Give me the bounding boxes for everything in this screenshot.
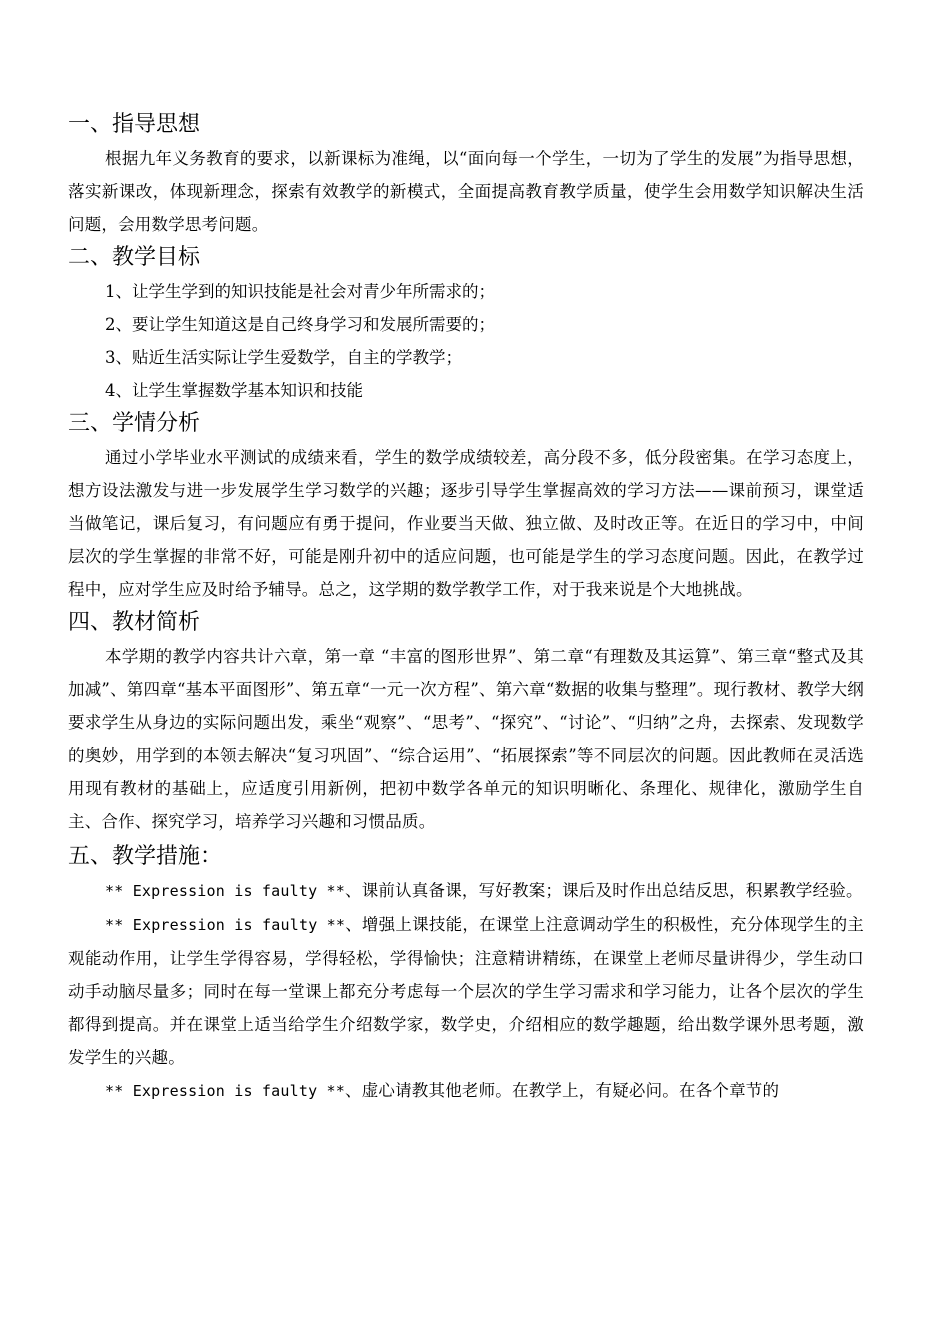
- list-item: 2、要让学生知道这是自己终身学习和发展所需要的；: [105, 315, 495, 334]
- section-heading-teaching-goals: 二、教学目标: [68, 245, 201, 270]
- measure-text: 、虚心请教其他老师。在教学上，有疑必问。在各个章节的: [345, 1081, 780, 1100]
- list-item: 3、贴近生活实际让学生爱数学，自主的学教学；: [105, 348, 462, 367]
- section-heading-guiding-ideology: 一、指导思想: [68, 112, 201, 137]
- paragraph-student-analysis: 通过小学毕业水平测试的成绩来看，学生的数学成绩较差，高分段不多，低分段密集。在学习态度上，想方设法激发与进一步发展学生学习数学的兴趣；逐步引导学生掌握高效的学习方法——课前预习，课堂适当做笔记，课后复习，有问题应有勇于提问，作业要当天做、独立做、及时改正等。在近日的学习中，中间层次的学生掌握的非常不好，可能是刚升初中的适应问题，也可能是学生的学习态度问题。因此，在教学过程中，应对学生应及时给予辅导。总之，这学期的数学教学工作，对于我来说是个大地挑战。: [68, 448, 864, 599]
- measure-paragraph: [68, 874, 864, 908]
- teaching-goals-list: [68, 275, 864, 407]
- paragraph-textbook-analysis: 本学期的教学内容共计六章，第一章 “丰富的图形世界”、第二章“有理数及其运算”、第三章“整式及其加减”、第四章“基本平面图形”、第五章“一元一次方程”、第六章“数据的收集与整理”。现行教材、教学大纲要求学生从身边的实际问题出发，乘坐“观察”、“思考”、“探究”、“讨论”、“归纳”之舟，去探索、发现数学的奥妙，用学到的本领去解决“复习巩固”、“综合运用”、“拓展探索”等不同层次的问题。因此教师在灵活选用现有教材的基础上，应适度引用新例，把初中数学各单元的知识明晰化、条理化、规律化，激励学生自主、合作、探究学习，培养学习兴趣和习惯品质。: [68, 647, 864, 831]
- section-heading-teaching-measures: 五、教学措施：: [68, 844, 223, 869]
- field-error-marker: ** Expression is faulty **: [105, 916, 346, 934]
- paragraph-guiding-ideology: 根据九年义务教育的要求，以新课标为准绳，以“面向每一个学生，一切为了学生的发展”为指导思想，落实新课改，体现新理念，探索有效教学的新模式，全面提高教育教学质量，使学生会用数学知识解决生活问题，会用数学思考问题。: [68, 149, 864, 234]
- list-item: 1、让学生学到的知识技能是社会对青少年所需求的；: [105, 282, 495, 301]
- section-heading-textbook-analysis: 四、教材简析: [68, 610, 201, 635]
- field-error-marker: ** Expression is faulty **: [105, 1082, 345, 1100]
- measure-paragraph: [68, 1074, 864, 1108]
- section-heading-student-analysis: 三、学情分析: [68, 411, 201, 436]
- document-page: [68, 108, 864, 1108]
- measure-text: 、课前认真备课，写好教案；课后及时作出总结反思，积累教学经验。: [345, 881, 863, 900]
- measure-text: 、增强上课技能，在课堂上注意调动学生的积极性，充分体现学生的主观能动作用，让学生学得容易，学得轻松，学得愉快；注意精讲精练，在课堂上老师尽量讲得少，学生动口动手动脑尽量多；同时在每一堂课上都充分考虑每一个层次的学生学习需求和学习能力，让各个层次的学生都得到提高。并在课堂上适当给学生介绍数学家，数学史，介绍相应的数学趣题，给出数学课外思考题，激发学生的兴趣。: [68, 915, 865, 1067]
- list-item: 4、让学生掌握数学基本知识和技能: [105, 381, 363, 400]
- measure-paragraph: [68, 908, 864, 1074]
- field-error-marker: ** Expression is faulty **: [105, 882, 345, 900]
